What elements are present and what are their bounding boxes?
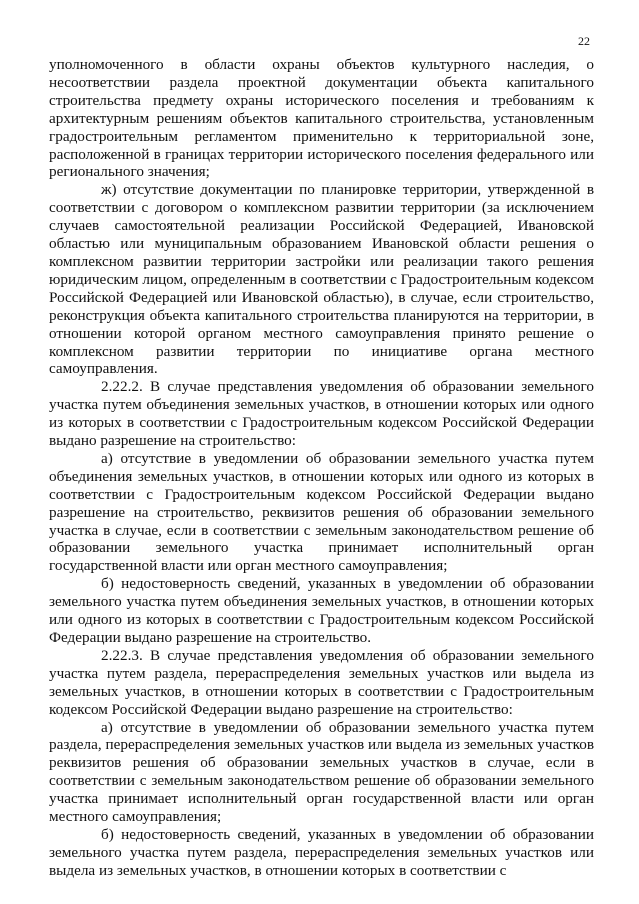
paragraph-item-zh: ж) отсутствие документации по планировке территории, утвержденной в соответствии с договором о комплексном развитии территории (за исключением случаев самостоятельной реализации Российской Федерацией, Ивановской областью или муниципальным образованием Ивановской области решения о комплексном развитии территории застройки или реализации такого решения юридическим лицом, определенным в соответствии с Градостроительным кодексом Российской Федерацией или Ивановской областью), в случае, если строительство, реконструкция объекта капитального строительства планируются на территории, в отношении которой органом местного самоуправления принято решение о комплексном развитии территории по инициативе органа местного самоуправления. [49,181,594,378]
paragraph-2-22-3: 2.22.3. В случае представления уведомления об образовании земельного участка путем раздела, перераспределения земельных участков или выдела из земельных участков, в отношении которых в соответствии с Градостроительным кодексом Российской Федерации выдано разрешение на строительство: [49,646,594,718]
paragraph-2-22-2: 2.22.2. В случае представления уведомления об образовании земельного участка путем объединения земельных участков, в отношении которых или одного из которых в соответствии с Градостроительным кодексом Российской Федерации выдано разрешение на строительство: [49,378,594,450]
paragraph-2-22-3-b: б) недостоверность сведений, указанных в уведомлении об образовании земельного участка путем раздела, перераспределения земельных участков или выдела из земельных участков, в отношении которых в соответствии с [49,825,594,879]
paragraph-2-22-3-a: а) отсутствие в уведомлении об образовании земельного участка путем раздела, перераспределения земельных участков или выдела из земельных участков реквизитов решения об образовании земельных участков в случае, если в соответствии с земельным законодательством решение об образовании земельного участка принимает исполнительный орган государственной власти или орган местного самоуправления; [49,718,594,826]
paragraph-2-22-2-b: б) недостоверность сведений, указанных в уведомлении об образовании земельного участка путем объединения земельных участков, в отношении которых или одного из которых в соответствии с Градостроительным кодексом Российской Федерации выдано разрешение на строительство. [49,575,594,646]
paragraph-2-22-2-a: а) отсутствие в уведомлении об образовании земельного участка путем объединения земельных участков, в отношении которых или одного из которых в соответствии с Градостроительным кодексом Российской Федерации выдано разрешение на строительство, реквизитов решения об образовании земельного участка в случае, если в соответствии с земельным законодательством решение об образовании земельного участка принимает исполнительный орган государственной власти или орган местного самоуправления; [49,449,594,575]
page-number: 22 [578,34,590,48]
paragraph-continuation: уполномоченного в области охраны объектов культурного наследия, о несоответствии раздела проектной документации объекта капитального строительства предмету охраны исторического поселения и требованиям к архитектурным решениям объектов капитального строительства, установленным градостроительным регламентом применительно к территориальной зоне, расположенной в границах территории исторического поселения федерального или регионального значения; [49,56,594,181]
document-body [49,56,594,880]
